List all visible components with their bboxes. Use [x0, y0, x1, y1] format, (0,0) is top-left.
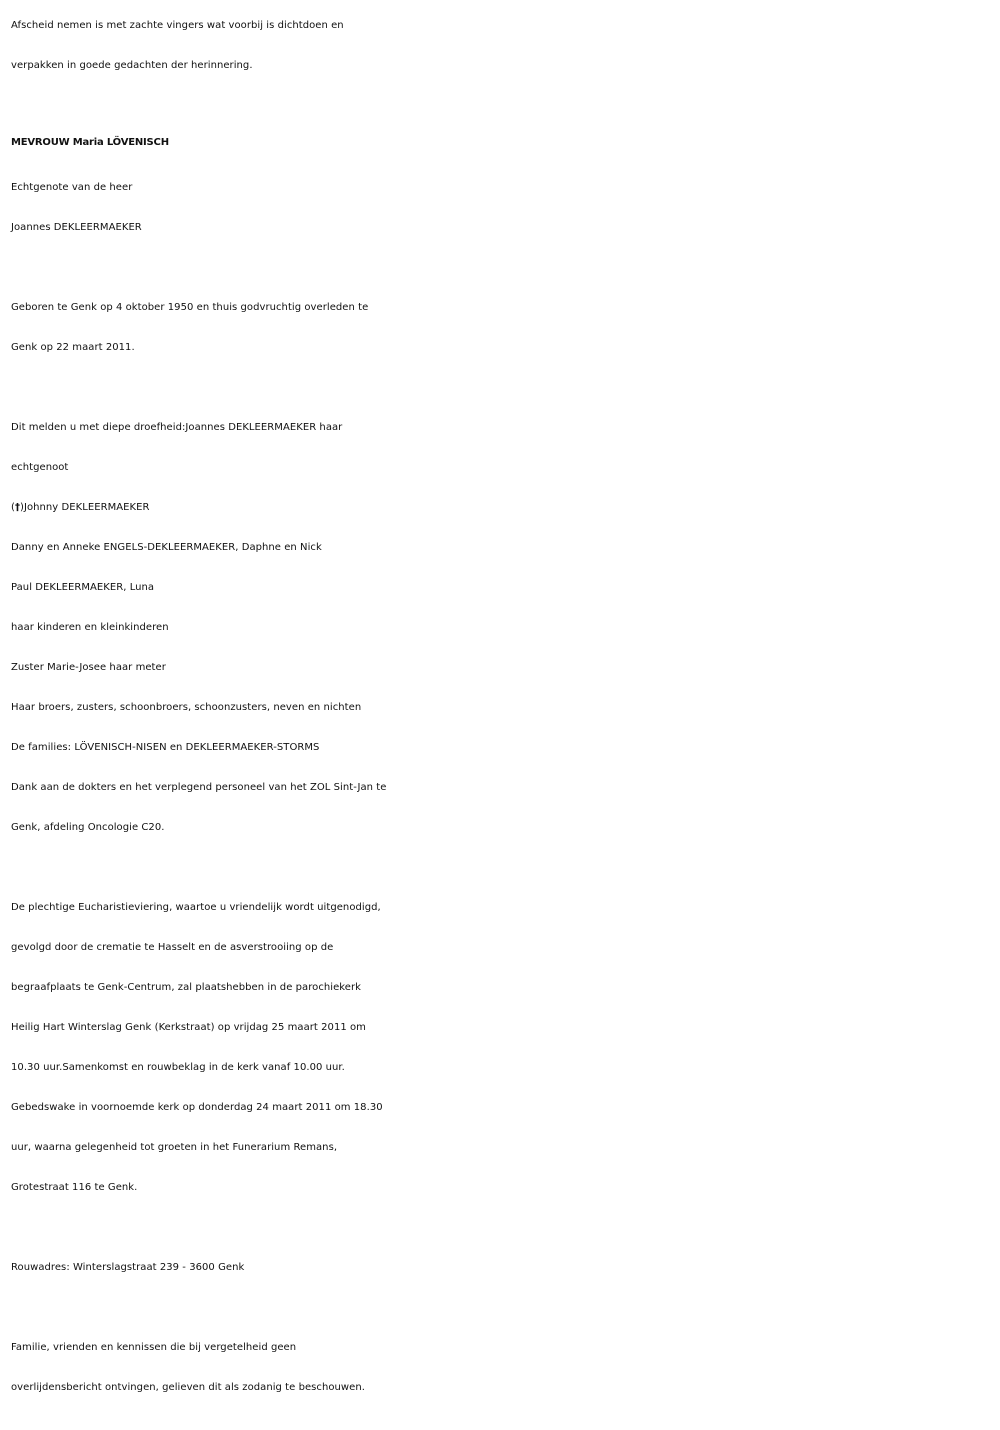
spouse-line: Joannes DEKLEERMAEKER	[11, 222, 142, 233]
ceremony-line: Heilig Hart Winterslag Genk (Kerkstraat) op vrijdag 25 maart 2011 om	[11, 1022, 366, 1033]
announcement-line: De families: LÖVENISCH-NISEN en DEKLEERMAEKER-STORMS	[11, 742, 320, 753]
quote-line: verpakken in goede gedachten der herinnering.	[11, 60, 253, 71]
spacer	[11, 1208, 988, 1248]
spacer	[11, 1288, 988, 1328]
deceased-son-name: Johnny DEKLEERMAEKER	[23, 502, 150, 513]
birth-death-line: Geboren te Genk op 4 oktober 1950 en thuis godvruchtig overleden te	[11, 302, 369, 313]
birth-death-block	[11, 288, 988, 368]
announcement-line: Danny en Anneke ENGELS-DEKLEERMAEKER, Daphne en Nick	[11, 542, 322, 553]
ceremony-line: De plechtige Eucharistieviering, waartoe u vriendelijk wordt uitgenodigd,	[11, 902, 381, 913]
deceased-name: MEVROUW Maria LÖVENISCH	[11, 137, 169, 148]
spacer	[11, 848, 988, 888]
opening-quote	[11, 6, 988, 86]
quote-line: Afscheid nemen is met zachte vingers wat voorbij is dichtdoen en	[11, 20, 344, 31]
birth-death-line: Genk op 22 maart 2011.	[11, 342, 135, 353]
announcement-line: echtgenoot	[11, 462, 69, 473]
spacer	[11, 368, 988, 408]
spouse-line: Echtgenote van de heer	[11, 182, 133, 193]
ceremony-line: gevolgd door de crematie te Hasselt en de asverstrooiing op de	[11, 942, 334, 953]
announcement-line: Zuster Marie-Josee haar meter	[11, 662, 166, 673]
spouse-block	[11, 168, 988, 248]
ceremony-line: uur, waarna gelegenheid tot groeten in het Funerarium Remans,	[11, 1142, 338, 1153]
closing-line: Familie, vrienden en kennissen die bij vergetelheid geen	[11, 1342, 297, 1353]
announcement-deceased-son-line: (†)Johnny DEKLEERMAEKER	[11, 502, 150, 513]
announcement-line: Dit melden u met diepe droefheid:Joannes DEKLEERMAEKER haar	[11, 422, 343, 433]
mourning-address: Rouwadres: Winterslagstraat 239 - 3600 Genk	[11, 1262, 245, 1273]
closing-line: overlijdensbericht ontvingen, gelieven dit als zodanig te beschouwen.	[11, 1382, 365, 1393]
spacer	[11, 248, 988, 288]
closing-block	[11, 1328, 988, 1408]
ceremony-line: begraafplaats te Genk-Centrum, zal plaatshebben in de parochiekerk	[11, 982, 361, 993]
ceremony-block	[11, 888, 988, 1208]
announcement-block	[11, 408, 988, 848]
announcement-line: Genk, afdeling Oncologie C20.	[11, 822, 165, 833]
announcement-line: Paul DEKLEERMAEKER, Luna	[11, 582, 155, 593]
announcement-line: Haar broers, zusters, schoonbroers, schoonzusters, neven en nichten	[11, 702, 362, 713]
announcement-line: Dank aan de dokters en het verplegend personeel van het ZOL Sint-Jan te	[11, 782, 387, 793]
announcement-line: haar kinderen en kleinkinderen	[11, 622, 169, 633]
ceremony-line: 10.30 uur.Samenkomst en rouwbeklag in de kerk vanaf 10.00 uur.	[11, 1062, 345, 1073]
cross-icon: †	[14, 502, 21, 513]
ceremony-line: Grotestraat 116 te Genk.	[11, 1182, 138, 1193]
ceremony-line: Gebedswake in voornoemde kerk op donderdag 24 maart 2011 om 18.30	[11, 1102, 383, 1113]
